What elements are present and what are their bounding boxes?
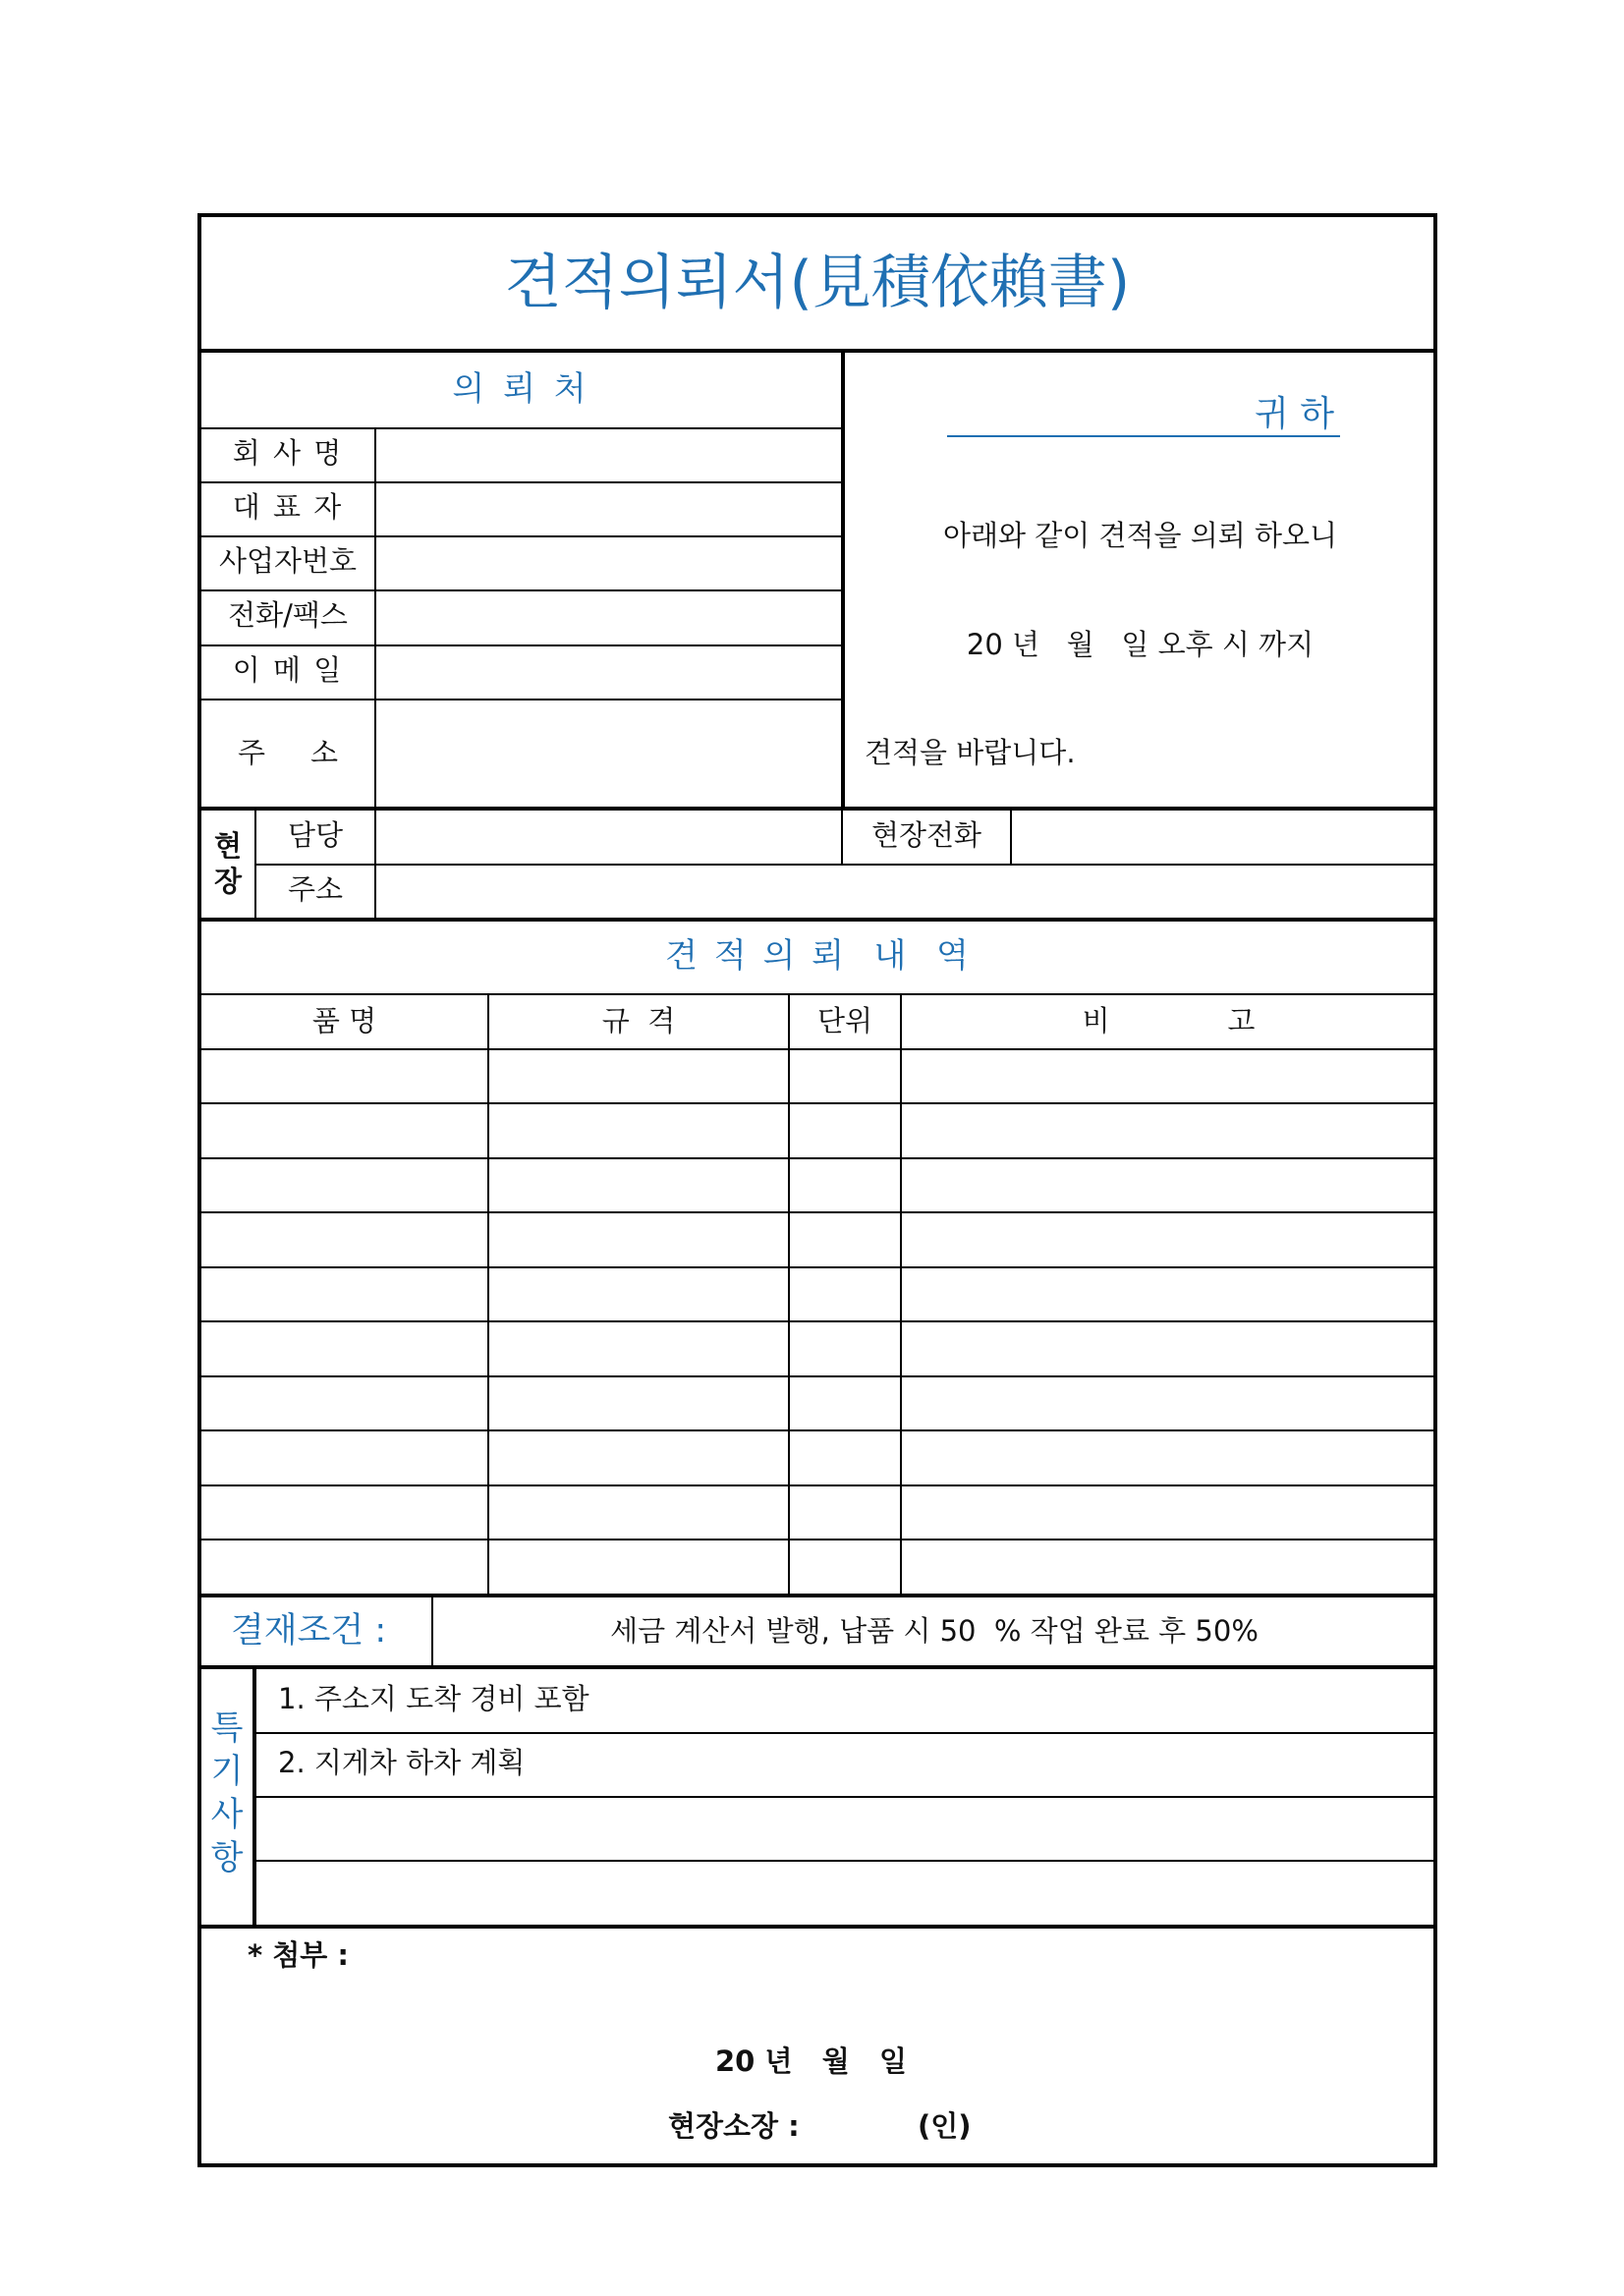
table-row-line	[201, 1211, 1435, 1213]
divider	[254, 864, 1435, 866]
seal-mark: (인)	[918, 2109, 972, 2143]
form-title: 견적의뢰서(見積依賴書)	[504, 249, 1131, 317]
divider	[199, 1594, 1435, 1597]
details-heading: 견 적 의 뢰 내 역	[665, 936, 972, 976]
requester-label-address: 주 소	[237, 736, 339, 769]
requester-label-phonefax: 전화/팩스	[228, 598, 348, 632]
divider	[201, 993, 1435, 995]
recipient-name-line	[947, 435, 1340, 437]
divider	[374, 427, 376, 807]
special-item-1: 1. 주소지 도착 경비 포함	[278, 1682, 589, 1715]
divider	[487, 993, 489, 1594]
form-frame	[197, 213, 1437, 2167]
divider	[201, 535, 841, 537]
divider	[199, 1665, 1435, 1669]
column-header-spec: 규 격	[601, 1004, 676, 1037]
divider	[1010, 811, 1012, 865]
payment-label: 결재조건 :	[231, 1611, 387, 1651]
site-phone-label: 현장전화	[870, 818, 982, 852]
divider	[256, 1796, 1435, 1798]
divider	[900, 993, 902, 1594]
special-label-char-1: 특	[210, 1708, 244, 1748]
special-label-char-2: 기	[210, 1752, 244, 1791]
table-row-line	[201, 1539, 1435, 1540]
recipient-line-3: 견적을 바랍니다.	[865, 736, 1076, 769]
table-row-line	[201, 1048, 1435, 1050]
table-row-line	[201, 1320, 1435, 1322]
requester-label-company: 회 사 명	[232, 436, 344, 470]
divider	[201, 699, 841, 700]
special-label-char-4: 항	[210, 1838, 244, 1877]
divider	[201, 644, 841, 646]
divider	[256, 1732, 1435, 1734]
divider	[788, 993, 790, 1594]
table-row-line	[201, 1266, 1435, 1268]
divider	[201, 589, 841, 591]
divider	[841, 351, 845, 808]
divider	[199, 349, 1435, 353]
divider	[252, 1669, 256, 1927]
requester-heading: 의 뢰 처	[452, 369, 590, 409]
table-row-line	[201, 1375, 1435, 1377]
site-manager-label: 담당	[287, 818, 344, 852]
recipient-line-1: 아래와 같이 견적을 의뢰 하오니	[942, 519, 1338, 552]
table-row-line	[201, 1484, 1435, 1486]
requester-label-ceo: 대 표 자	[232, 490, 344, 524]
special-item-2: 2. 지게차 하차 계획	[278, 1746, 526, 1779]
payment-terms: 세금 계산서 발행, 납품 시 50 % 작업 완료 후 50%	[610, 1614, 1259, 1648]
requester-label-email: 이 메 일	[232, 653, 344, 687]
divider	[199, 807, 1435, 811]
site-label-1: 현	[213, 829, 242, 863]
divider	[201, 481, 841, 483]
table-row-line	[201, 1429, 1435, 1431]
site-address-label: 주소	[287, 872, 344, 906]
recipient-suffix: 귀 하	[1255, 394, 1334, 434]
site-manager-signature-label: 현장소장 :	[668, 2109, 800, 2143]
divider	[201, 427, 841, 429]
attachment-label: * 첨부 :	[248, 1938, 349, 1972]
column-header-unit: 단위	[816, 1004, 873, 1037]
special-label-char-3: 사	[210, 1795, 244, 1834]
signature-date: 20 년 월 일	[715, 2044, 908, 2078]
column-header-remarks: 비 고	[1082, 1004, 1256, 1037]
column-header-item: 품 명	[311, 1004, 377, 1037]
table-row-line	[201, 1102, 1435, 1104]
divider	[256, 1860, 1435, 1862]
divider	[199, 1925, 1435, 1929]
divider	[199, 918, 1435, 922]
site-label-2: 장	[213, 865, 242, 898]
recipient-line-2: 20 년 월 일 오후 시 까지	[966, 628, 1315, 661]
table-row-line	[201, 1157, 1435, 1159]
requester-label-bizno: 사업자번호	[218, 544, 358, 578]
